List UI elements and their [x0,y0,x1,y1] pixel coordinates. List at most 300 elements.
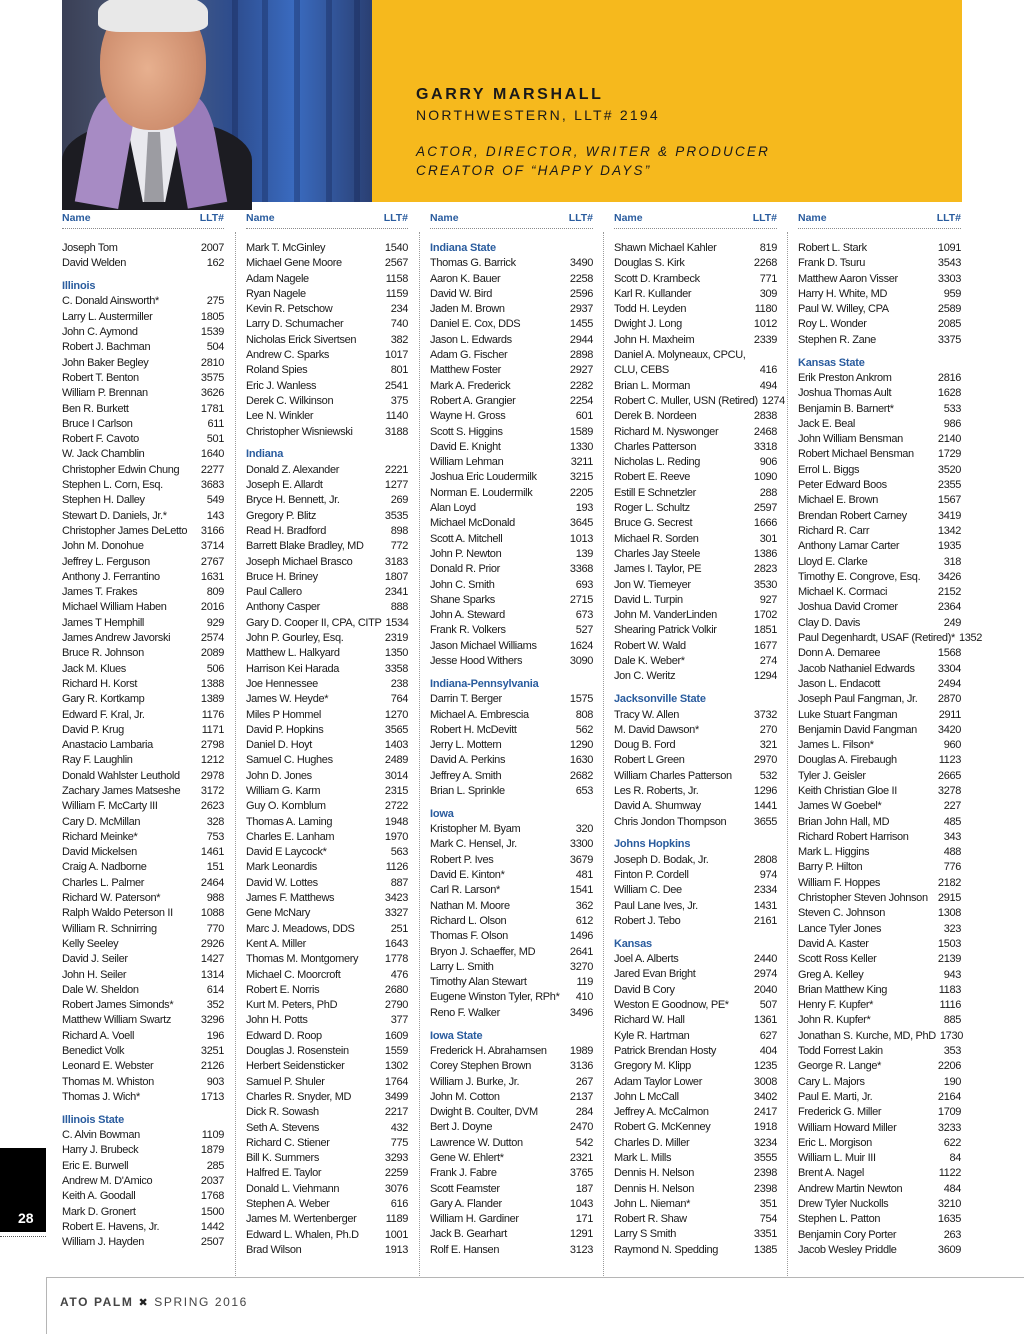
llt-number: 562 [575,723,593,736]
member-name: Ralph Waldo Peterson II [62,907,173,920]
llt-number: 485 [943,815,961,828]
llt-number: 1122 [938,1167,961,1180]
member-row [246,830,408,845]
member-row [430,256,593,271]
llt-number: 2798 [200,739,224,752]
member-name: Jesse Hood Withers [430,655,523,668]
member-row [614,784,777,799]
member-name: William F. McCarty III [62,800,158,813]
llt-number: 507 [759,999,777,1012]
llt-number: 1388 [200,677,224,690]
llt-number: 2341 [384,586,408,599]
member-name: Lawrence W. Dutton [430,1136,523,1149]
member-row [798,616,961,631]
llt-number: 3303 [937,272,961,285]
member-row [430,317,593,332]
llt-number: 377 [390,1014,408,1027]
member-name: Bryce H. Bennett, Jr. [246,494,340,507]
llt-number: 2974 [753,968,777,981]
member-name: Stephen L. Patton [798,1213,881,1226]
member-row [430,302,593,317]
member-row [246,272,408,287]
member-row [798,815,961,830]
member-name: Larry L. Austermiller [62,310,153,323]
member-name: Brian John Hall, MD [798,815,890,828]
member-row [246,860,408,875]
member-name: Paul E. Marti, Jr. [798,1090,873,1103]
member-row [62,493,224,508]
member-name: Erik Preston Ankrom [798,371,892,384]
llt-number: 542 [575,1136,593,1149]
member-name: David W. Lottes [246,876,318,889]
llt-number: 3076 [384,1182,408,1195]
llt-number: 2898 [569,349,593,362]
member-row [246,539,408,554]
llt-number: 2164 [937,1090,961,1103]
llt-number: 1290 [569,739,593,752]
llt-number: 2016 [200,601,224,614]
member-name: David B Cory [614,983,675,996]
member-name: Donald Wahlster Leuthold [62,769,180,782]
llt-number: 986 [943,417,961,430]
member-name: Steven C. Johnson [798,907,885,920]
member-name: Gary A. Flander [430,1197,502,1210]
member-name: Charles L. Palmer [62,876,145,889]
member-name: Jeffrey A. Smith [430,769,502,782]
llt-number: 1017 [384,349,408,362]
llt-number: 2398 [753,1167,777,1180]
member-row [62,432,224,447]
member-row [614,639,777,654]
member-row [246,600,408,615]
llt-number: 612 [575,914,593,927]
llt-number: 309 [759,287,777,300]
llt-number: 2007 [200,242,224,254]
member-name: John William Bensman [798,433,903,446]
llt-number: 323 [943,922,961,935]
llt-number: 3732 [753,708,777,721]
llt-number: 1677 [753,639,777,652]
llt-number: 753 [206,830,224,843]
member-name: Robert E. Havens, Jr. [62,1220,160,1233]
member-row [430,914,593,929]
llt-number: 249 [943,616,961,629]
member-row [798,302,961,317]
member-name: Jon W. Tiemeyer [614,578,691,591]
llt-number: 974 [759,869,777,882]
member-row [246,906,408,921]
member-row [246,631,408,646]
llt-number: 3233 [937,1121,961,1134]
llt-number: 1330 [569,440,593,453]
member-name: William Howard Miller [798,1121,897,1134]
member-row [798,509,961,524]
llt-number: 3575 [200,371,224,384]
member-row [246,463,408,478]
member-name: Charles R. Snyder, MD [246,1090,352,1103]
llt-number: 1918 [753,1121,777,1134]
llt-number: 2464 [200,876,224,889]
llt-number: 2364 [937,601,961,614]
llt-number: 2823 [753,563,777,576]
llt-number: 1361 [753,1014,777,1027]
member-row [246,876,408,891]
column-divider [235,232,236,1278]
member-row [430,593,593,608]
member-name: Bruce I Carlson [62,417,133,430]
llt-number: 601 [575,410,593,423]
member-row [62,616,224,631]
member-name: David Welden [62,257,127,270]
member-name: Chris Jondon Thompson [614,815,727,828]
member-name: Carl R. Larson* [430,884,500,897]
llt-number: 2254 [569,394,593,407]
member-name: Eric E. Burwell [62,1159,129,1172]
member-row [62,784,224,799]
issue-label: SPRING 2016 [154,1295,248,1309]
member-name: Shearing Patrick Volkir [614,624,717,637]
member-row [246,1197,408,1212]
member-row [430,708,593,723]
llt-number: 320 [575,823,593,836]
llt-number: 2926 [200,937,224,950]
llt-number: 3008 [753,1075,777,1088]
member-name: Robert L. Stark [798,242,867,254]
section-heading: Iowa State [430,1029,483,1042]
member-name: John D. Jones [246,769,312,782]
member-name: Greg A. Kelley [798,968,864,981]
llt-number: 775 [390,1136,408,1149]
llt-number: 3655 [753,815,777,828]
member-name: John L. Nieman* [614,1197,691,1210]
member-name: Matthew Aaron Visser [798,272,898,285]
member-row [430,578,593,593]
member-row [798,1166,961,1181]
llt-number: 2915 [937,892,961,905]
member-row [430,883,593,898]
member-name: Nathan M. Moore [430,899,510,912]
llt-number: 1609 [384,1029,408,1042]
member-name: Peter Edward Boos [798,479,887,492]
member-name: David A. Perkins [430,754,506,767]
member-name: Darrin T. Berger [430,693,502,706]
member-name: Scott D. Krambeck [614,272,700,285]
directory-column-4 [614,212,785,1276]
member-name: Harry J. Brubeck [62,1144,139,1157]
member-row [62,1013,224,1028]
member-name: Jacob Wesley Priddle [798,1243,897,1256]
member-row [246,1013,408,1028]
member-row [246,692,408,707]
member-row [430,425,593,440]
member-row [430,868,593,883]
member-row [798,845,961,860]
member-row [798,662,961,677]
member-name: Gregory P. Blitz [246,509,317,522]
featured-role: ACTOR, DIRECTOR, WRITER & PRODUCER [416,144,771,159]
member-name: David E Laycock* [246,846,327,859]
member-row [62,325,224,340]
llt-number: 2567 [384,257,408,270]
llt-number: 611 [207,417,224,430]
llt-number: 193 [575,502,593,515]
llt-number: 238 [390,677,408,690]
member-name: William Lehman [430,456,504,469]
member-row [430,753,593,768]
name-header: Name [614,212,643,224]
member-name: Benjamin B. Barnert* [798,402,894,415]
member-name: Kevin R. Petschow [246,303,333,316]
member-row [614,287,777,302]
llt-number: 1140 [385,410,408,423]
member-row [430,738,593,753]
member-name: Scott A. Mitchell [430,532,503,545]
member-name: William J. Burke, Jr. [430,1075,520,1088]
member-row [430,654,593,669]
member-name: William L. Muir III [798,1152,876,1165]
member-name: Ben R. Burkett [62,402,129,415]
member-row [62,1075,224,1090]
llt-header: LLT# [199,212,224,224]
llt-number: 1171 [201,723,224,736]
llt-number: 1805 [200,310,224,323]
member-name: William R. Schnirring [62,922,157,935]
llt-number: 1043 [569,1197,593,1210]
member-list [246,229,408,1258]
member-row [62,356,224,371]
member-row [614,547,777,562]
member-row [614,899,777,914]
member-row [62,723,224,738]
llt-number: 959 [943,287,961,300]
member-row [62,447,224,462]
member-row [798,1075,961,1090]
llt-number: 3499 [384,1090,408,1103]
llt-number: 2790 [384,999,408,1012]
member-name: Tyler J. Geisler [798,769,866,782]
llt-number: 563 [390,846,408,859]
member-name: Scott Feamster [430,1182,500,1195]
member-row [430,1227,593,1242]
member-row [246,555,408,570]
member-row [62,677,224,692]
llt-number: 1291 [569,1228,593,1241]
member-row [798,1090,961,1105]
member-name: Thomas A. Laming [246,815,333,828]
member-name: Jon C. Weritz [614,670,676,683]
member-row [430,853,593,868]
member-row [798,1105,961,1120]
member-name: Joe Hennessee [246,677,318,690]
member-row [614,1166,777,1181]
section-heading: Illinois State [62,1113,124,1126]
member-row [614,1243,777,1258]
llt-number: 673 [575,609,593,622]
member-row [62,386,224,401]
member-list [430,229,593,1258]
member-row [798,738,961,753]
member-name: Robert J. Bachman [62,341,151,354]
member-name: David W. Bird [430,287,493,300]
member-name: David E. Kinton* [430,869,505,882]
llt-number: 3188 [384,425,408,438]
member-name: Robert G. McKenney [614,1121,711,1134]
member-name: John M. VanderLinden [614,609,717,622]
member-row [62,371,224,386]
llt-number: 2665 [937,769,961,782]
llt-number: 3543 [937,257,961,270]
member-name: John H. Seiler [62,968,127,981]
llt-number: 1534 [385,616,409,629]
member-row [62,983,224,998]
member-row [430,608,593,623]
member-name: Robert A. Grangier [430,394,516,407]
member-name: Eric J. Wanless [246,379,317,392]
member-name: Adam Nagele [246,272,309,285]
member-name: Stephen R. Zane [798,333,876,346]
llt-number: 251 [390,922,408,935]
member-row [62,539,224,554]
member-name: Matthew William Swartz [62,1014,172,1027]
member-row [798,539,961,554]
member-row [246,1228,408,1243]
member-row [798,1029,961,1044]
llt-number: 1442 [200,1220,224,1233]
member-row [798,447,961,462]
member-row [62,1029,224,1044]
portrait-photo [62,0,372,202]
member-row [798,432,961,447]
member-row [246,799,408,814]
llt-number: 1539 [200,326,224,339]
llt-number: 885 [943,1014,961,1027]
member-row [430,784,593,799]
member-row [246,302,408,317]
member-name: Richard Robert Harrison [798,830,909,843]
llt-number: 808 [575,708,593,721]
member-name: Cary L. Majors [798,1075,865,1088]
member-name: Dwight J. Long [614,318,682,331]
member-name: Charles Patterson [614,440,697,453]
llt-number: 3270 [569,960,593,973]
llt-number: 382 [390,333,408,346]
section-heading: Kansas [614,937,652,950]
directory-column-5 [798,212,983,1276]
member-name: Jason Michael Williams [430,639,537,652]
member-row [430,960,593,975]
member-row [62,753,224,768]
member-row [246,753,408,768]
member-row [246,585,408,600]
member-name: Aaron K. Bauer [430,272,501,285]
member-row [430,1151,593,1166]
member-row [62,463,224,478]
member-row [798,1136,961,1151]
member-row [798,646,961,661]
name-header: Name [798,212,827,224]
llt-number: 1386 [753,547,777,560]
llt-number: 1630 [569,754,593,767]
member-name: Mark T. McGinley [246,242,326,254]
llt-number: 1109 [201,1129,224,1142]
member-name: Cary D. McMillan [62,815,141,828]
member-name: James F. Matthews [246,892,335,905]
member-name: C. Alvin Bowman [62,1129,140,1142]
member-name: Mark C. Hensel, Jr. [430,838,517,851]
member-row [62,570,224,585]
llt-number: 1270 [384,708,408,721]
member-name: Gary R. Kortkamp [62,693,145,706]
llt-number: 481 [575,869,593,882]
member-name: John M. Donohue [62,540,144,553]
llt-number: 2911 [938,708,961,721]
member-name: Joel A. Alberts [614,953,679,966]
member-row [614,1120,777,1135]
member-name: Anthony Lamar Carter [798,540,900,553]
member-row [246,845,408,860]
member-row [798,585,961,600]
llt-number: 2268 [753,257,777,270]
member-name: John P. Newton [430,547,502,560]
member-name: John C. Aymond [62,326,138,339]
llt-number: 1768 [200,1190,224,1203]
member-row [798,708,961,723]
llt-number: 2494 [937,677,961,690]
llt-number: 1666 [753,517,777,530]
member-row [798,677,961,692]
member-row [246,708,408,723]
llt-number: 301 [759,532,777,545]
member-name: Thomas F. Olson [430,930,508,943]
member-name: Shane Sparks [430,593,495,606]
member-name: Gene McNary [246,907,311,920]
member-name: John M. Cotton [430,1090,500,1103]
member-name: Adam Taylor Lower [614,1075,703,1088]
member-row [246,662,408,677]
llt-number: 3420 [937,723,961,736]
member-row [430,1059,593,1074]
member-row [62,402,224,417]
member-name: Paul Callero [246,586,302,599]
member-row [62,769,224,784]
member-row [614,486,777,501]
member-row [246,769,408,784]
llt-number: 770 [206,922,224,935]
member-name: Christopher Wisniewski [246,425,353,438]
member-row [614,532,777,547]
member-row [246,1044,408,1059]
llt-number: 1713 [200,1090,224,1103]
member-name: Bruce R. Johnson [62,647,144,660]
llt-number: 227 [943,800,961,813]
member-name: Charles E. Lanham [246,830,335,843]
llt-number: 1567 [937,494,961,507]
member-row [62,922,224,937]
llt-number: 3565 [384,723,408,736]
member-name: Frank J. Fabre [430,1167,497,1180]
llt-number: 1575 [569,693,593,706]
member-row [62,1059,224,1074]
member-row [62,524,224,539]
llt-number: 3609 [937,1243,961,1256]
section-heading: Indiana State [430,242,496,254]
member-row [614,983,777,998]
member-name: William F. Hoppes [798,876,881,889]
llt-number: 3490 [569,257,593,270]
llt-number: 809 [206,586,224,599]
member-name: Robert F. Cavoto [62,433,139,446]
llt-number: 3419 [937,509,961,522]
